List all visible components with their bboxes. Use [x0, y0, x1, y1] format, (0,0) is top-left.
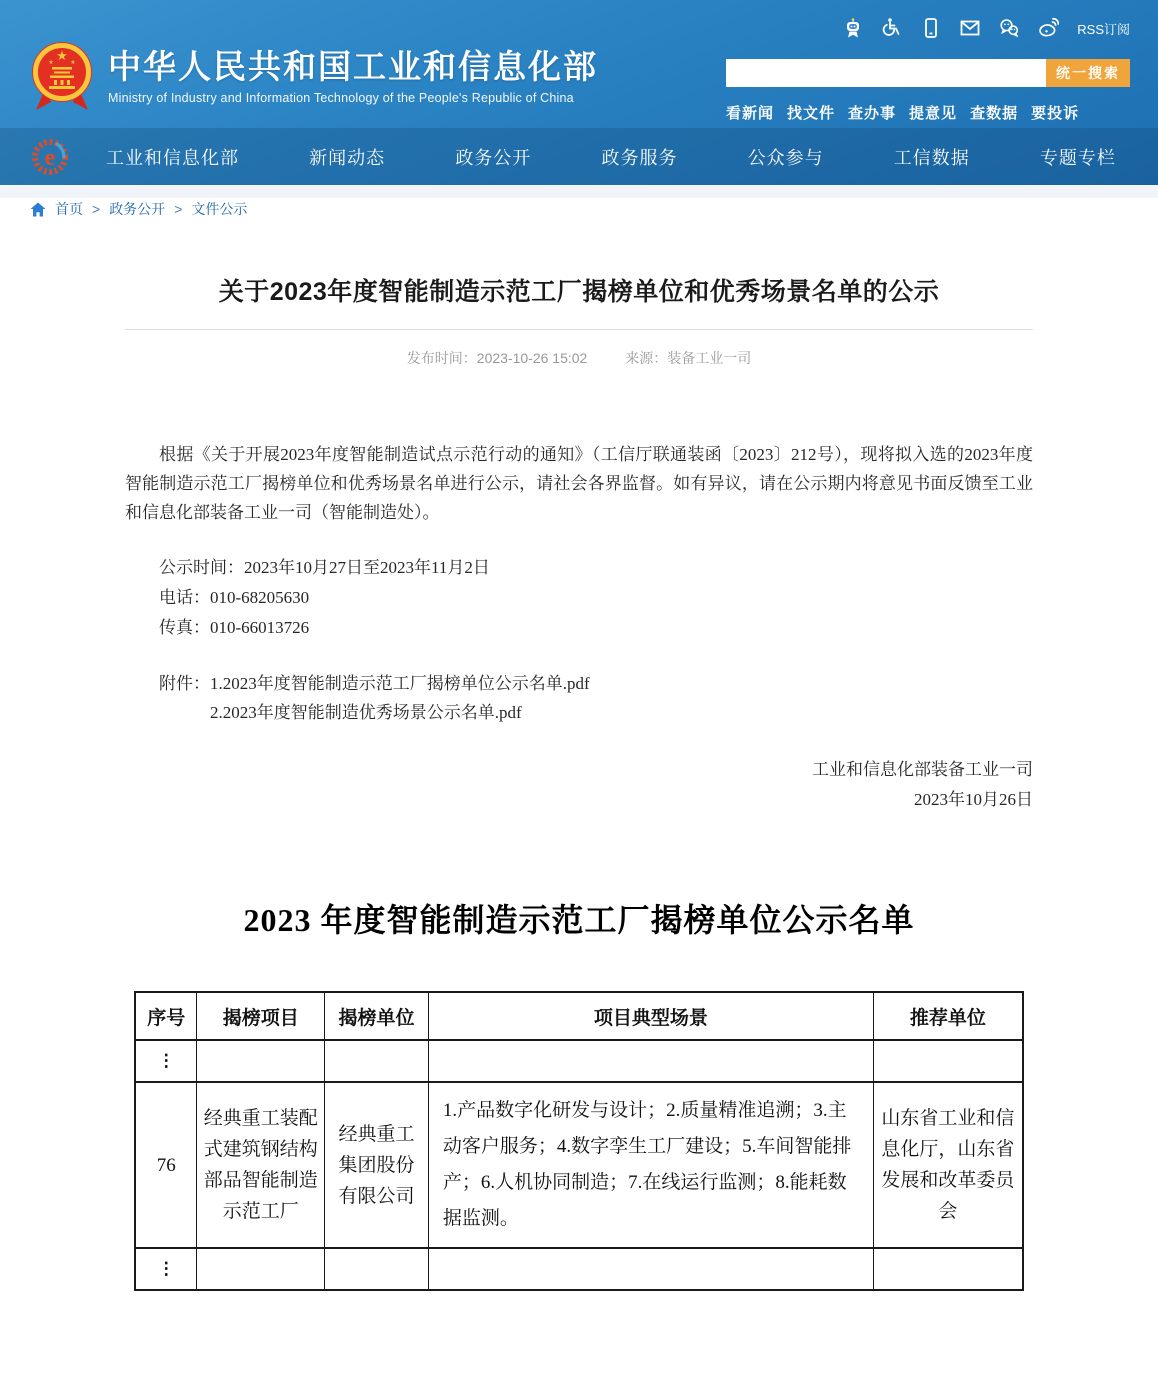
nav-item-news[interactable]: 新闻动态 — [309, 147, 386, 168]
ellipsis-cell: ⋮ — [135, 1040, 197, 1082]
article-paragraph: 根据《关于开展2023年度智能制造试点示范行动的通知》（工信厅联通装函〔2023〕212号），现将拟入选的2023年度智能制造示范工厂揭榜单位和优秀场景名单进行公示，请社会各界监督。如有异议，请在公示期内将意见书面反馈至工业和信息化部装备工业一司（智能制造处）。 — [125, 445, 1033, 522]
brand-text — [108, 49, 598, 105]
nav-item-gov-info[interactable]: 政务公开 — [455, 147, 532, 168]
breadcrumb — [30, 199, 1158, 219]
header-top — [0, 0, 1158, 128]
site-header — [0, 0, 1158, 185]
page-title: 关于2023年度智能制造示范工厂揭榜单位和优秀场景名单的公示 — [218, 278, 940, 306]
ellipsis-cell: ⋮ — [135, 1248, 197, 1290]
header-bottom-strip — [0, 185, 1158, 198]
nav-item-public-participation[interactable]: 公众参与 — [747, 147, 824, 168]
site-title: 中华人民共和国工业和信息化部 — [108, 47, 598, 85]
signature-department: 工业和信息化部装备工业一司 — [812, 760, 1033, 779]
nav-item-special-topics[interactable]: 专题专栏 — [1039, 147, 1116, 168]
article — [125, 272, 1033, 1291]
header-cell-no: 序号 — [135, 992, 197, 1040]
empty-cell — [428, 1248, 873, 1290]
home-icon[interactable] — [30, 202, 46, 217]
mascot-icon[interactable] — [841, 16, 865, 40]
announcement-table — [134, 991, 1024, 1291]
table-ellipsis-row — [135, 1040, 1023, 1082]
attachment-link-2[interactable]: 2.2023年度智能制造优秀场景公示名单.pdf — [210, 703, 522, 722]
unified-search-button[interactable]: 统一搜索 — [1046, 59, 1130, 87]
signature-date: 2023年10月26日 — [914, 790, 1033, 809]
accessibility-icon[interactable] — [880, 16, 904, 40]
weibo-icon[interactable] — [1036, 16, 1060, 40]
rss-subscribe-link[interactable]: RSS订阅 — [1077, 21, 1130, 37]
header-cell-scenes: 项目典型场景 — [428, 992, 873, 1040]
signature-block — [125, 755, 1033, 815]
empty-cell — [873, 1248, 1023, 1290]
header-cell-unit: 揭榜单位 — [325, 992, 429, 1040]
cell-project: 经典重工装配式建筑钢结构部品智能制造示范工厂 — [197, 1082, 325, 1248]
quick-link-complaints[interactable]: 要投诉 — [1031, 105, 1080, 122]
quick-link-services[interactable]: 查办事 — [848, 105, 897, 122]
nav-item-gov-services[interactable]: 政务服务 — [601, 147, 678, 168]
table-ellipsis-row — [135, 1248, 1023, 1290]
attachments — [125, 669, 1033, 727]
title-divider — [125, 329, 1033, 330]
attachment-list — [210, 669, 590, 727]
search-bar — [726, 59, 1130, 87]
attachment-label: 附件： — [159, 674, 210, 693]
site-brand — [30, 40, 598, 114]
empty-cell — [197, 1040, 325, 1082]
cell-unit: 经典重工集团股份有限公司 — [325, 1082, 429, 1248]
nav-item-data[interactable]: 工信数据 — [893, 147, 970, 168]
national-emblem — [30, 40, 94, 114]
header-right — [726, 14, 1130, 123]
svg-text:★: ★ — [70, 60, 76, 66]
header-cell-project: 揭榜项目 — [197, 992, 325, 1040]
breadcrumb-separator: > — [92, 201, 101, 217]
breadcrumb-separator: > — [174, 201, 183, 217]
empty-cell — [873, 1040, 1023, 1082]
empty-cell — [428, 1040, 873, 1082]
breadcrumb-gov-info[interactable]: 政务公开 — [109, 201, 166, 217]
table-row — [135, 1082, 1023, 1248]
mobile-icon[interactable] — [919, 16, 943, 40]
wechat-icon[interactable] — [997, 16, 1021, 40]
publicity-period: 公示时间：2023年10月27日至2023年11月2日 — [159, 558, 490, 577]
nav-item-miit[interactable]: 工业和信息化部 — [106, 147, 239, 168]
svg-text:e: e — [44, 144, 56, 171]
table-header-row — [135, 992, 1023, 1040]
empty-cell — [197, 1248, 325, 1290]
search-input[interactable] — [726, 59, 1046, 87]
miit-e-logo-icon — [28, 135, 72, 179]
quick-links — [726, 102, 1130, 123]
breadcrumb-home[interactable]: 首页 — [55, 201, 83, 217]
article-source: 来源：装备工业一司 — [625, 350, 752, 366]
nav-items — [106, 144, 1116, 170]
fax-line: 传真：010-66013726 — [159, 618, 310, 637]
empty-cell — [325, 1040, 429, 1082]
quick-link-news[interactable]: 看新闻 — [726, 105, 775, 122]
empty-cell — [325, 1248, 429, 1290]
phone-line: 电话：010-68205630 — [159, 588, 310, 607]
quick-link-data[interactable]: 查数据 — [970, 105, 1019, 122]
article-meta — [125, 348, 1033, 368]
article-info-lines — [125, 553, 1033, 643]
header-icon-row — [726, 14, 1130, 42]
primary-nav — [0, 128, 1158, 185]
header-cell-recommender: 推荐单位 — [873, 992, 1023, 1040]
svg-text:★: ★ — [56, 48, 68, 63]
publish-time: 发布时间：2023-10-26 15:02 — [406, 350, 588, 366]
breadcrumb-file-publicity[interactable]: 文件公示 — [191, 201, 248, 217]
cell-scenes: 1.产品数字化研发与设计；2.质量精准追溯；3.主动客户服务；4.数字孪生工厂建设；5.车间智能排产；6.人机协同制造；7.在线运行监测；8.能耗数据监测。 — [428, 1082, 873, 1248]
attachment-link-1[interactable]: 1.2023年度智能制造示范工厂揭榜单位公示名单.pdf — [210, 674, 590, 693]
quick-link-files[interactable]: 找文件 — [787, 105, 836, 122]
cell-recommender: 山东省工业和信息化厅，山东省发展和改革委员会 — [873, 1082, 1023, 1248]
svg-text:★: ★ — [48, 60, 54, 66]
mail-icon[interactable] — [958, 16, 982, 40]
quick-link-suggestions[interactable]: 提意见 — [909, 105, 958, 122]
list-title: 2023 年度智能制造示范工厂揭榜单位公示名单 — [243, 902, 915, 938]
site-subtitle: Ministry of Industry and Information Technology of the People's Republic of China — [108, 91, 574, 106]
cell-no: 76 — [135, 1082, 197, 1248]
